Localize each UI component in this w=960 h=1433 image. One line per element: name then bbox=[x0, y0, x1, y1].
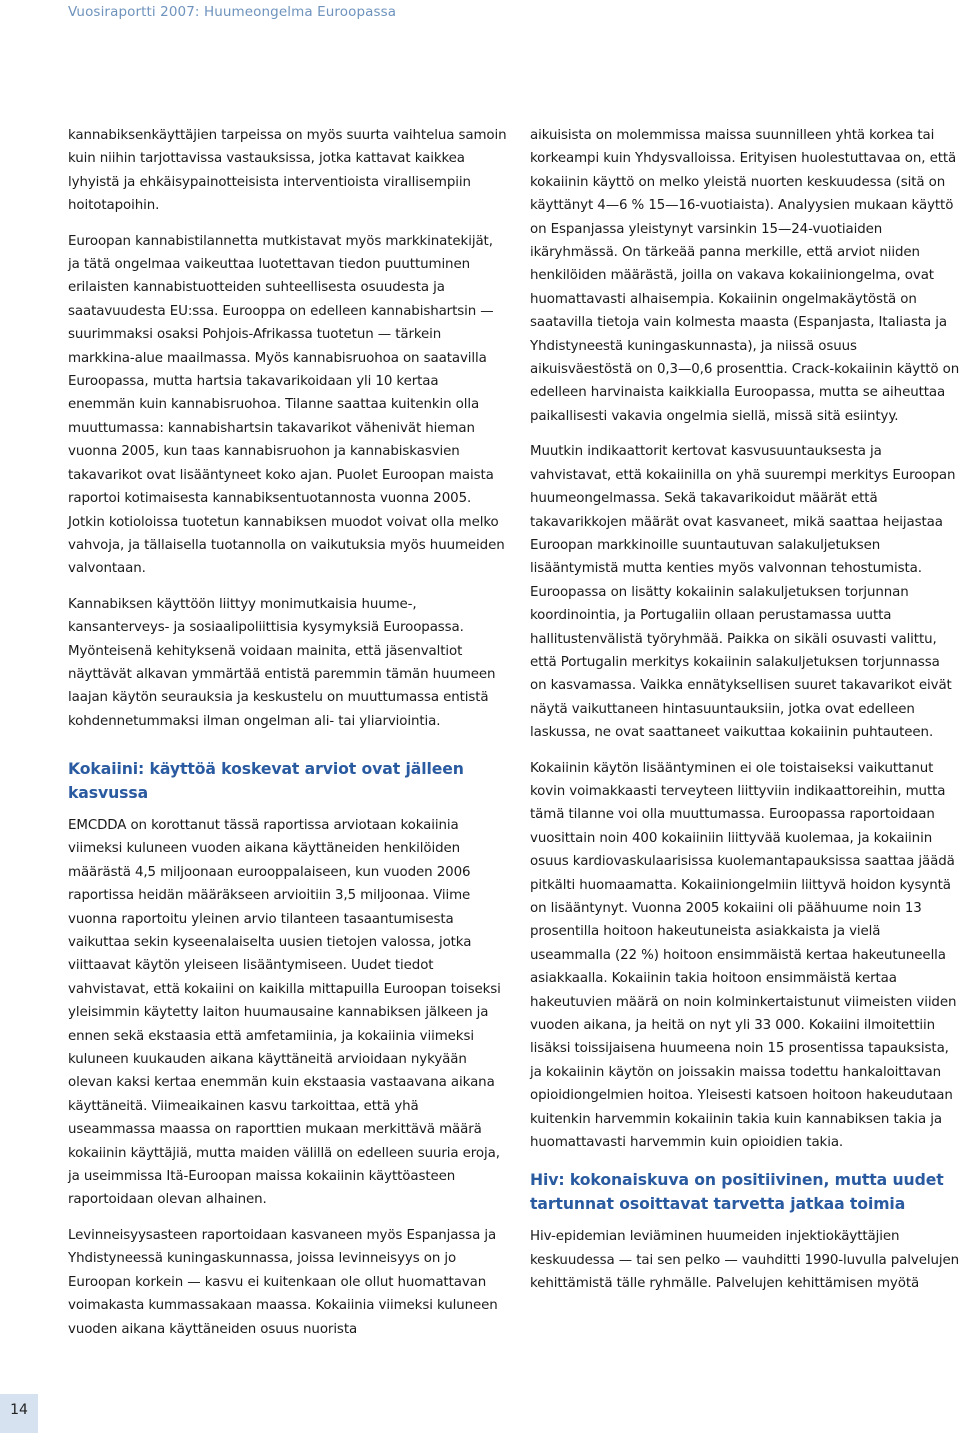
paragraph: EMCDDA on korottanut tässä raportissa arviotaan kokaiinia viimeksi kuluneen vuoden aikana käyttäneiden henkilöiden määrästä 4,5 miljoonaan eurooppalaiseen, kun vuoden 2006 raportissa heidän määräkseen arvioitiin 3,5 miljoonaa. Viime vuonna raportoitu yleinen arvio tilanteen tasaantumisesta vaikuttaa sekin kyseenalaiselta uusien tietojen valossa, jotka viittaavat käytön yleiseen lisääntymiseen. Uudet tiedot vahvistavat, että kokaiini on kaikilla mittapuilla Euroopan toiseksi yleisimmin käytetty laiton huumausaine kannabiksen jälkeen ja ennen sekä ekstaasia että amfetamiinia, ja kokaiinia viimeksi kuluneen kuukauden aikana käyttäneitä arvioidaan nykyään olevan kaksi kertaa enemmän kuin ekstaasia vastaavana aikana käyttäneitä. Viimeaikainen kasvu tarkoittaa, että yhä useammassa maassa on raporttien mukaan merkittävä määrä kokaiinin käyttäjiä, mutta maiden välillä on edelleen suuria eroja, ja useimmissa Itä-Euroopan maissa kokaiinin käyttöasteen raportoidaan olevan alhainen. bbox=[68, 817, 501, 1208]
section-heading: Hiv: kokonaiskuva on positiivinen, mutta uudet tartunnat osoittavat tarvetta jatkaa toimia bbox=[530, 1170, 944, 1213]
paragraph: Euroopan kannabistilannetta mutkistavat myös markkinatekijät, ja tätä ongelmaa vaikeuttaa luotettavan tiedon puuttuminen erilaisten kannabistuotteiden suhteellisesta osuudesta ja saatavuudesta EU:ssa. Eurooppa on edelleen kannabishartsin — suurimmaksi osaksi Pohjois-Afrikassa tuotetun — tärkein markkina-alue maailmassa. Myös kannabisruohoa on saatavilla Euroopassa, mutta hartsia takavarikoidaan yli 10 kertaa enemmän kuin kannabisruohoa. Tilanne saattaa kuitenkin olla muuttumassa: kannabishartsin takavarikot vähenivät hieman vuonna 2005, kun taas kannabisruohon ja kannabiskasvien takavarikot ovat lisääntyneet koko ajan. Puolet Euroopan maista raportoi kotimaisesta kannabiksentuotannosta vuonna 2005. Jotkin kotioloissa tuotetun kannabiksen muodot voivat olla melko vahvoja, ja tällaisella tuotannolla on vaikutuksia myös huumeiden valvontaan. bbox=[68, 233, 505, 577]
paragraph: Kokaiinin käytön lisääntyminen ei ole toistaiseksi vaikuttanut kovin voimakkaasti terveyteen liittyviin indikaattoreihin, mutta tämä tilanne voi olla muuttumassa. Euroopassa raportoidaan vuosittain noin 400 kokaiiniin liittyvää kuolemaa, ja kokaiinin osuus kardiovaskulaarisissa kuolemantapauksissa saattaa jäädä pitkälti huomaamatta. Kokaiiniongelmiin liittyvä hoidon kysyntä on lisääntynyt. Vuonna 2005 kokaiini oli päähuume noin 13 prosentilla hoitoon hakeutuneista asiakkaista ja vielä useammalla (22 %) hoitoon ensimmäistä kertaa hakeutuneella asiakkaalla. Kokaiinin takia hoitoon ensimmäistä kertaa hakeutuvien määrä on noin kolminkertaistunut viimeisten viiden vuoden aikana, ja heitä on nyt yli 33 000. Kokaiini ilmoitettiin lisäksi toissijaisena huumeena noin 15 prosentissa tapauksista, ja kokaiinin käytön on joissakin maissa todettu hankaloittavan opioidiongelmien hoitoa. Yleisesti katsoen hoitoon hakeudutaan kuitenkin harvemmin kokaiinin takia kuin kannabiksen takia ja huomattavasti harvemmin kuin opioidien takia. bbox=[530, 760, 957, 1151]
paragraph: aikuisista on molemmissa maissa suunnilleen yhtä korkea tai korkeampi kuin Yhdysvalloissa. Erityisen huolestuttavaa on, että kokaiinin käyttö on melko yleistä nuorten keskuudessa (sitä on käyttänyt 4—6 % 15—16-vuotiaista). Analyysien mukaan käyttö on Espanjassa yleistynyt varsinkin 15—24-vuotiaiden ikäryhmässä. On tärkeää panna merkille, että arviot niiden henkilöiden määrästä, joilla on vakava kokaiiniongelma, ovat huomattavasti alhaisempia. Kokaiinin ongelmakäytöstä on saatavilla tietoja vain kolmesta maasta (Espanjasta, Italiasta ja Yhdistyneestä kuningaskunnasta), ja niissä osuus aikuisväestöstä on 0,3—0,6 prosenttia. Crack-kokaiinin käyttö on edelleen harvinaista kaikkialla Euroopassa, mutta se aiheuttaa paikallisesti vakavia ongelmia siellä, missä sitä esiintyy. bbox=[530, 128, 960, 424]
paragraph: Hiv-epidemian leviäminen huumeiden injektiokäyttäjien keskuudessa — tai sen pelko — vauhditti 1990-luvulla palvelujen kehittämistä tälle ryhmälle. Palvelujen kehittämisen myötä bbox=[530, 1229, 960, 1292]
running-header: Vuosiraportti 2007: Huumeongelma Euroopassa bbox=[68, 4, 397, 20]
page-number: 14 bbox=[10, 1402, 28, 1418]
paragraph: Muutkin indikaattorit kertovat kasvusuuntauksesta ja vahvistavat, että kokaiinilla on yhä suurempi merkitys Euroopan huumeongelmassa. Sekä takavarikoidut määrät että takavarikkojen määrät ovat kasvaneet, mikä saattaa heijastaa Euroopan markkinoille suuntautuvan salakuljetuksen lisääntymistä mutta kenties myös valvonnan tehostumista. Euroopassa on lisätty kokaiinin salakuljetuksen torjunnan koordinointia, ja Portugaliin ollaan perustamassa uutta hallitustenvälistä työryhmää. Paikka on sikäli osuvasti valittu, että Portugalin merkitys kokaiinin salakuljetuksen torjunnassa on kasvamassa. Vaikka ennätyksellisen suuret takavarikot eivät näytä vaikuttaneen hintasuuntauksiin, jotka ovat edelleen laskussa, ne ovat saattaneet vaikuttaa kokaiinin puhtauteen. bbox=[530, 444, 956, 741]
right-column bbox=[530, 124, 960, 1308]
paragraph: Kannabiksen käyttöön liittyy monimutkaisia huume-, kansanterveys- ja sosiaalipoliittisia kysymyksiä Euroopassa. Myönteisenä kehityksenä voidaan mainita, että jäsenvaltiot näyttävät alkavan ymmärtää entistä paremmin tämän huumeen laajan käytön seurauksia ja keskustelu on muuttumassa entistä kohdennetummaksi ilman ongelman ali- tai yliarviointia. bbox=[68, 596, 496, 729]
section-heading: Kokaiini: käyttöä koskevat arviot ovat jälleen kasvussa bbox=[68, 759, 464, 802]
paragraph: kannabiksenkäyttäjien tarpeissa on myös suurta vaihtelua samoin kuin niihin tarjottavissa vastauksissa, jotka kattavat kaikkea lyhyistä ja ehkäisypainotteisista interventioista virallisempiin hoitotapoihin. bbox=[68, 128, 507, 214]
left-column bbox=[68, 124, 508, 1353]
paragraph: Levinneisyysasteen raportoidaan kasvaneen myös Espanjassa ja Yhdistyneessä kuningaskunnassa, joissa levinneisyys on jo Euroopan korkein — kasvu ei kuitenkaan ole ollut huomattavan voimakasta kummassakaan maassa. Kokaiinia viimeksi kuluneen vuoden aikana käyttäneiden osuus nuorista bbox=[68, 1227, 498, 1337]
